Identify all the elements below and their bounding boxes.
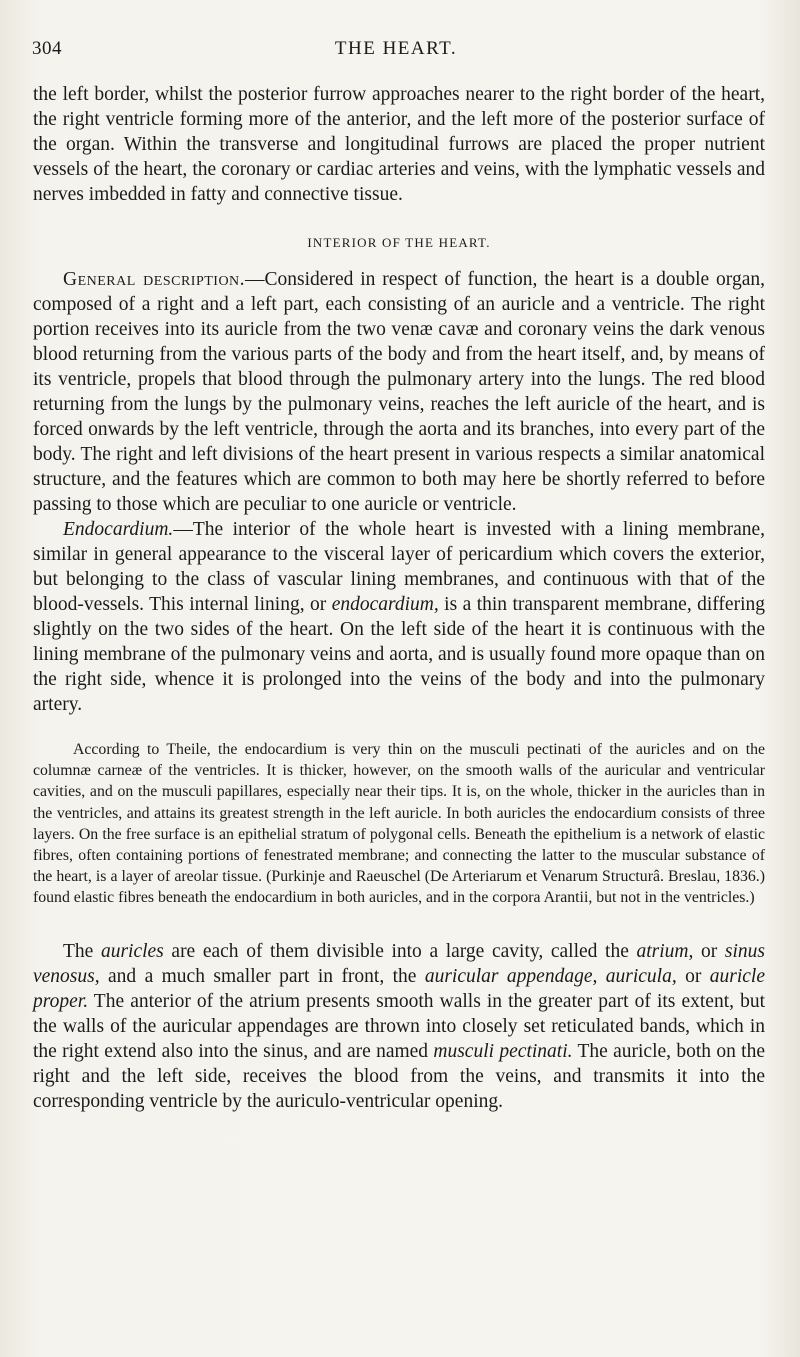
term-atrium: atrium,	[636, 940, 694, 962]
section-heading: INTERIOR OF THE HEART.	[307, 235, 491, 250]
paragraph-general-description	[33, 267, 765, 517]
paragraph-lead-general-description: General description.	[63, 269, 246, 290]
term-endocardium: endocardium,	[331, 594, 439, 615]
paragraph-endocardium-text-b: is a thin transparent membrane, differing slightly on the two sides of the heart. On the left side of the heart it is continuous with the lining membrane of the pulmonary veins and aorta, and is usually found more opaque than on the right side, whence it is prolonged into the veins of the body and into the pulmonary artery.	[33, 594, 765, 715]
term-auricle-proper: auricle proper.	[33, 965, 765, 1012]
paragraph-lead-endocardium: Endocardium.	[63, 519, 174, 540]
term-auricles: auricles	[100, 940, 164, 962]
paragraph-furrows: the left border, whilst the posterior furrow approaches nearer to the right border of the heart, the right ventricle forming more of the anterior, and the left more of the posterior surface of the organ. Within the transverse and longitudinal furrows are placed the proper nutrient vessels of the heart, the coronary or cardiac arteries and veins, with the lymphatic vessels and nerves imbedded in fatty and connective tissue.	[33, 84, 765, 205]
page-number: 304	[32, 38, 62, 59]
auricles-text-b: are each of them divisible into a large cavity, called the	[163, 940, 637, 962]
auricles-text-a: The	[63, 940, 101, 962]
running-head: THE HEART.	[334, 38, 458, 59]
auricles-text-e: or	[676, 965, 710, 987]
paragraph-theile-note: According to Theile, the endocardium is very thin on the musculi pectinati of the auricles and on the columnæ carneæ of the ventricles. It is thicker, however, on the smooth walls of the auricular and ventricular cavities, and on the musculi papillares, especially near their tips. It is, on the whole, thicker in the auricles than in the ventricles, and attains its greatest strength in the left auricle. In both auricles the endocardium consists of three layers. On the free surface is an epithelial stratum of polygonal cells. Beneath the epithelium is a network of elastic fibres, often containing portions of fenestrated membrane; and connecting the latter to the muscular substance of the heart, is a layer of areolar tissue. (Purkinje and Raeuschel (De Arteriarum et Venarum Structurâ. Breslau, 1836.) found elastic fibres beneath the endocardium in both auricles, and in the corpora Arantii, but not in the ventricles.)	[33, 741, 765, 907]
term-sinus-venosus: sinus venosus,	[33, 940, 766, 987]
page-header	[32, 38, 760, 68]
term-auricular-appendage: auricular appendage, auricula,	[424, 965, 677, 987]
auricles-text-f: The anterior of the atrium presents smooth walls in the greater part of its extent, but the walls of the auricular appendages are thrown into closely set reticulated bands, which in the right extend also into the sinus, and are named	[33, 990, 765, 1062]
term-musculi-pectinati: musculi pectinati.	[433, 1040, 573, 1062]
page-body	[33, 82, 765, 1114]
paragraph-auricles	[33, 939, 765, 1114]
auricles-text-g: The auricle, both on the right and the left side, receives the blood from the veins, and transmits it into the corresponding ventricle by the auriculo-ventricular opening.	[33, 1040, 766, 1112]
paragraph-endocardium	[33, 517, 765, 717]
paragraph-endocardium-text-a: —The interior of the whole heart is invested with a lining membrane, similar in general appearance to the visceral layer of pericardium which covers the exterior, but belonging to the class of vascular lining membranes, and continuous with that of the blood-vessels. This internal lining, or	[33, 519, 765, 615]
auricles-text-c: or	[693, 940, 725, 962]
paragraph-general-description-text: —Considered in respect of function, the heart is a double organ, composed of a right and a left part, each consisting of an auricle and a ventricle. The right portion receives into its auricle from the two venæ cavæ and coronary veins the dark venous blood returning from the various parts of the body and from the heart itself, and, by means of its ventricle, propels that blood through the pulmonary artery into the lungs. The red blood returning from the lungs by the pulmonary veins, reaches the left auricle of the heart, and is forced onwards by the left ventricle, through the aorta and its branches, into every part of the body. The right and left divisions of the heart present in various respects a similar anatomical structure, and the features which are common to both may here be shortly referred to before passing to those which are peculiar to one auricle or ventricle.	[33, 269, 765, 515]
auricles-text-d: and a much smaller part in front, the	[99, 965, 425, 987]
